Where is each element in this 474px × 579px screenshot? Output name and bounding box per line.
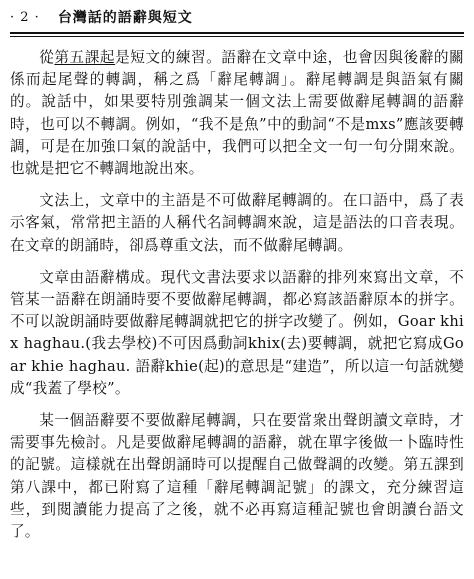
page-number: · 2 · — [10, 9, 40, 25]
paragraph-1 — [10, 47, 464, 180]
paragraph-4: 某一個語辭要不要做辭尾轉調，只在要當衆出聲朗讀文章時，才需要事先檢討。凡是要做辭尾轉調的語辭，就在單字後做一卜臨時性的記號。這樣就在出聲朗誦時可以提醒自己做聲調的改變。第五課到第八課中，都已附寫了這種「辭尾轉調記號」的課文，充分練習這些，到閱讀能力提高了之後，就不必再寫這種記號也會朗讀台語文了。 — [10, 412, 464, 541]
paragraph-2: 文法上，文章中的主語是不可做辭尾轉調的。在口語中，爲了表示客氣，常常把主語的人稱代名詞轉調來說，這是語法的口音表現。在文章的朗誦時，卻爲尊重文法，而不做辭尾轉調。 — [10, 192, 464, 254]
document-body — [10, 47, 464, 543]
paragraph-1-intro: 從 — [39, 49, 55, 66]
chapter-reference: 第五課起 — [54, 49, 116, 66]
paragraph-3: 文章由語辭構成。現代文書法要求以語辭的排列來寫出文章，不管某一語辭在朗誦時要不要做辭尾轉調，都必寫該語辭原本的拼字。不可以說朗誦時要做辭尾轉調就把它的拼字改變了。例如，Goar khix haghau.(我去學校)不可因爲動詞khix(去)要轉調，就把它寫成Goar khie haghau. 語辭khie(起)的意思是“建造”，所以這一句話就變成“我蓋了學校”。 — [10, 268, 464, 397]
page-header — [10, 6, 464, 28]
paragraph-1-text: 是短文的練習。語辭在文章中途，也會因與後辭的關係而起尾聲的轉調，稱之爲「辭尾轉調」。辭尾轉調是與語氣有關的。說話中，如果要特別強調某一個文法上需要做辭尾轉調的語辭時，也可以不轉調。例如，“我不是魚”中的動詞“不是mxs”應該要轉調，可是在加強口氣的說話中，我們可以把全文一句一句分開來說。也就是把它不轉調地說出來。 — [10, 49, 464, 178]
running-title: 台灣話的語辭與短文 — [57, 10, 193, 26]
header-rule — [10, 32, 464, 37]
